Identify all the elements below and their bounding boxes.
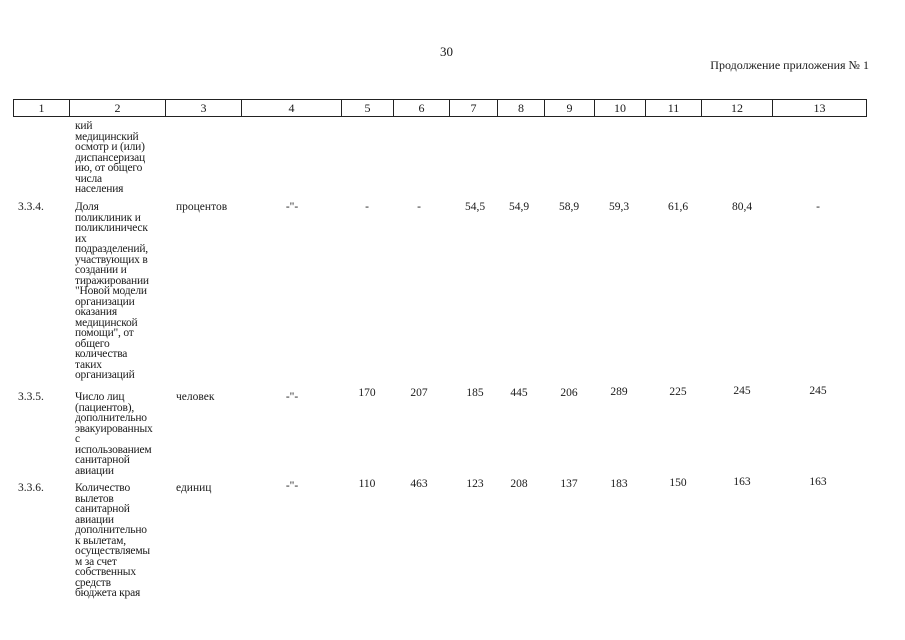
continuation-note: Продолжение приложения № 1: [710, 58, 869, 72]
row-value: 289: [610, 386, 628, 398]
row-value: 163: [809, 476, 827, 488]
row-value: 170: [358, 387, 376, 399]
name-line: "Новой модели: [75, 285, 147, 297]
row-value: 445: [510, 387, 528, 399]
row-value: 80,4: [731, 201, 753, 213]
row-name: [75, 483, 167, 599]
row-value: 245: [809, 385, 827, 397]
header-cell: 2: [70, 100, 166, 117]
row-value: 225: [669, 386, 687, 398]
row-col4: -"-: [285, 391, 299, 403]
name-line: поликлиническ: [75, 222, 148, 234]
name-line: дополнительно: [75, 524, 147, 536]
row-value: 58,9: [558, 201, 580, 213]
row-value: 54,9: [508, 201, 530, 213]
page-number: 30: [440, 44, 453, 59]
row-name: [75, 392, 167, 476]
name-line: участвующих в: [75, 253, 148, 266]
name-line: количества: [75, 348, 128, 360]
carryover-name: [75, 121, 167, 195]
name-line: осуществляемы: [75, 545, 150, 557]
name-line: создании и: [75, 264, 127, 276]
name-line: Доля: [75, 201, 99, 213]
name-line: подразделений,: [75, 243, 148, 255]
header-cell: 8: [498, 100, 545, 117]
header-cell: 12: [702, 100, 773, 117]
row-code: 3.3.4.: [18, 201, 44, 213]
row-value: 185: [466, 387, 484, 399]
name-line: диспансеризац: [75, 151, 145, 164]
name-line: таких: [75, 358, 102, 371]
name-line: бюджета края: [75, 587, 141, 599]
row-value: 463: [410, 478, 428, 490]
row-value: 245: [733, 385, 751, 397]
row-value: 110: [358, 478, 376, 490]
name-line: медицинский: [75, 130, 139, 143]
name-line: населения: [75, 183, 124, 195]
column-number-header: [13, 99, 867, 117]
row-value: 54,5: [464, 201, 486, 213]
row-col4: -"-: [285, 480, 299, 492]
row-value: 137: [560, 478, 578, 490]
name-line: дополнительно: [75, 412, 147, 424]
name-line: общего: [75, 337, 110, 350]
row-col4: -"-: [285, 201, 299, 213]
name-line: эвакуированных: [75, 422, 153, 435]
name-line: с: [75, 433, 80, 445]
row-value: 123: [466, 478, 484, 490]
name-line: Количество: [75, 482, 130, 494]
header-cell: 4: [242, 100, 342, 117]
header-cell: 3: [166, 100, 242, 117]
header-cell: 9: [545, 100, 595, 117]
header-cell: 5: [342, 100, 394, 117]
name-line: организаций: [75, 369, 135, 381]
name-line: м за счет: [75, 555, 117, 568]
header-cell: 10: [595, 100, 646, 117]
header-cell: 11: [646, 100, 702, 117]
name-line: собственных: [75, 566, 136, 578]
name-line: вылетов: [75, 492, 114, 505]
row-value: 183: [610, 478, 628, 490]
name-line: санитарной: [75, 503, 130, 515]
name-line: осмотр и (или): [75, 141, 145, 153]
name-line: организации: [75, 295, 135, 308]
name-line: авиации: [75, 513, 114, 526]
row-unit: единиц: [176, 482, 212, 494]
header-cell: 13: [773, 100, 867, 117]
row-value: -: [816, 201, 820, 213]
name-line: ию, от общего: [75, 162, 143, 174]
name-line: Число лиц: [75, 391, 125, 403]
name-line: оказания: [75, 306, 117, 318]
row-unit: человек: [176, 391, 215, 403]
name-line: к вылетам,: [75, 534, 126, 547]
name-line: медицинской: [75, 316, 138, 329]
row-value: 207: [410, 387, 428, 399]
row-value: 163: [733, 476, 751, 488]
row-code: 3.3.6.: [18, 482, 44, 494]
name-line: авиации: [75, 464, 114, 477]
row-value: 61,6: [667, 201, 689, 213]
name-line: кий: [75, 120, 93, 132]
name-line: (пациентов),: [75, 401, 135, 414]
header-cell: 1: [14, 100, 70, 117]
name-line: поликлиник и: [75, 211, 141, 224]
header-cell: 7: [450, 100, 498, 117]
row-value: -: [417, 201, 421, 213]
name-line: средств: [75, 576, 111, 589]
row-value: 208: [510, 478, 528, 490]
name-line: санитарной: [75, 454, 130, 466]
row-unit: процентов: [176, 201, 228, 213]
row-value: -: [365, 201, 369, 213]
row-value: 150: [669, 477, 687, 489]
name-line: их: [75, 232, 87, 245]
name-line: числа: [75, 172, 102, 185]
row-name: [75, 202, 167, 381]
name-line: использованием: [75, 443, 152, 456]
header-cell: 6: [394, 100, 450, 117]
name-line: тиражировании: [75, 274, 149, 287]
row-code: 3.3.5.: [18, 391, 44, 403]
row-value: 206: [560, 387, 578, 399]
row-value: 59,3: [608, 201, 630, 213]
name-line: помощи", от: [75, 327, 134, 339]
